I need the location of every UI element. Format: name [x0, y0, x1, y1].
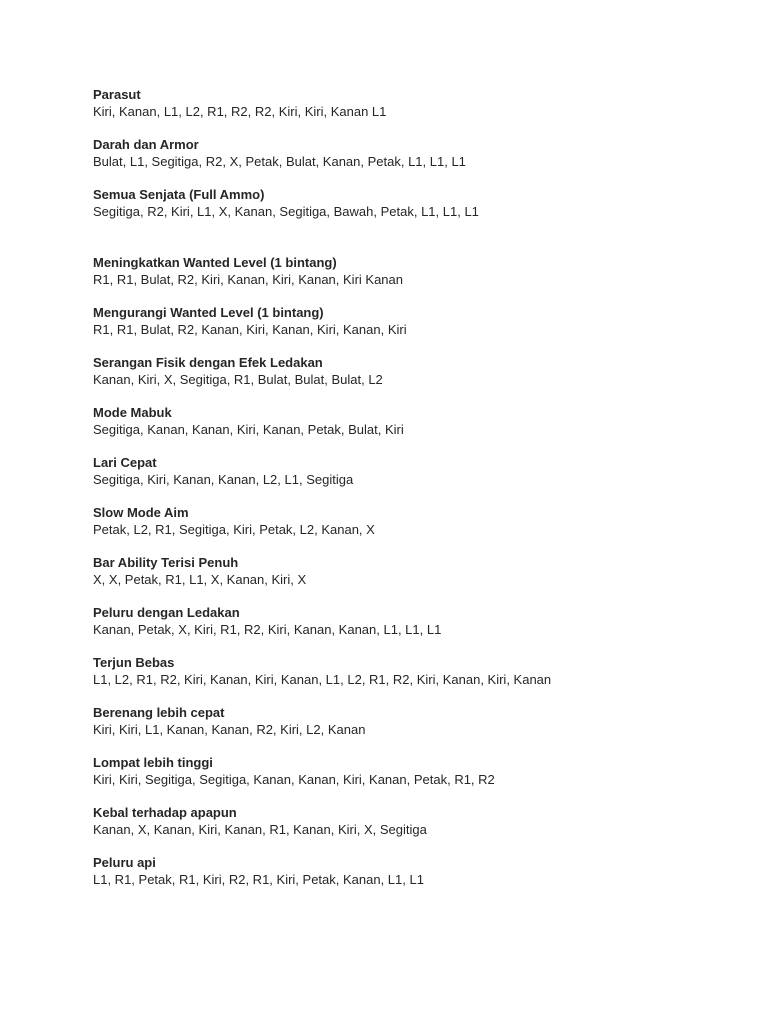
cheat-title: Peluru api — [93, 855, 156, 870]
cheat-title: Lari Cepat — [93, 455, 157, 470]
cheat-title: Kebal terhadap apapun — [93, 805, 237, 820]
cheat-title: Berenang lebih cepat — [93, 705, 225, 720]
cheat-code: Kiri, Kiri, Segitiga, Segitiga, Kanan, Kanan, Kiri, Kanan, Petak, R1, R2 — [93, 772, 495, 787]
cheat-code: X, X, Petak, R1, L1, X, Kanan, Kiri, X — [93, 572, 307, 587]
cheat-title: Lompat lebih tinggi — [93, 755, 213, 770]
cheat-entry — [93, 304, 733, 338]
cheat-code: Kiri, Kiri, L1, Kanan, Kanan, R2, Kiri, L2, Kanan — [93, 722, 366, 737]
document-body — [93, 86, 733, 904]
cheat-entry — [93, 504, 733, 538]
cheat-code: Segitiga, Kanan, Kanan, Kiri, Kanan, Petak, Bulat, Kiri — [93, 422, 404, 437]
cheat-entry — [93, 704, 733, 738]
cheat-entry — [93, 254, 733, 288]
cheat-code: Segitiga, Kiri, Kanan, Kanan, L2, L1, Segitiga — [93, 472, 354, 487]
cheat-title: Bar Ability Terisi Penuh — [93, 555, 239, 570]
cheat-code: R1, R1, Bulat, R2, Kanan, Kiri, Kanan, Kiri, Kanan, Kiri — [93, 322, 407, 337]
cheat-code: L1, R1, Petak, R1, Kiri, R2, R1, Kiri, Petak, Kanan, L1, L1 — [93, 872, 424, 887]
cheat-entry — [93, 804, 733, 838]
cheat-code: R1, R1, Bulat, R2, Kiri, Kanan, Kiri, Kanan, Kiri Kanan — [93, 272, 403, 287]
cheat-title: Darah dan Armor — [93, 137, 199, 152]
cheat-title: Parasut — [93, 87, 141, 102]
cheat-entry — [93, 186, 733, 220]
cheat-entry — [93, 404, 733, 438]
cheat-code: Petak, L2, R1, Segitiga, Kiri, Petak, L2, Kanan, X — [93, 522, 375, 537]
cheat-entry — [93, 604, 733, 638]
cheat-entry — [93, 136, 733, 170]
cheat-title: Slow Mode Aim — [93, 505, 189, 520]
cheat-entry — [93, 854, 733, 888]
cheat-title: Semua Senjata (Full Ammo) — [93, 187, 265, 202]
cheat-entry — [93, 654, 733, 688]
cheat-code: Kanan, Petak, X, Kiri, R1, R2, Kiri, Kanan, Kanan, L1, L1, L1 — [93, 622, 442, 637]
cheat-code: Segitiga, R2, Kiri, L1, X, Kanan, Segitiga, Bawah, Petak, L1, L1, L1 — [93, 204, 479, 219]
cheat-title: Terjun Bebas — [93, 655, 175, 670]
cheat-title: Serangan Fisik dengan Efek Ledakan — [93, 355, 323, 370]
cheat-code: L1, L2, R1, R2, Kiri, Kanan, Kiri, Kanan, L1, L2, R1, R2, Kiri, Kanan, Kiri, Kanan — [93, 672, 552, 687]
cheat-code: Kanan, X, Kanan, Kiri, Kanan, R1, Kanan, Kiri, X, Segitiga — [93, 822, 427, 837]
cheat-entry — [93, 354, 733, 388]
cheat-title: Mengurangi Wanted Level (1 bintang) — [93, 305, 324, 320]
cheat-title: Mode Mabuk — [93, 405, 172, 420]
cheat-code: Kanan, Kiri, X, Segitiga, R1, Bulat, Bulat, Bulat, L2 — [93, 372, 383, 387]
cheat-title: Peluru dengan Ledakan — [93, 605, 240, 620]
cheat-entry — [93, 754, 733, 788]
cheat-entry — [93, 554, 733, 588]
cheat-title: Meningkatkan Wanted Level (1 bintang) — [93, 255, 337, 270]
cheat-entry — [93, 454, 733, 488]
cheat-entry — [93, 86, 733, 120]
cheat-code: Bulat, L1, Segitiga, R2, X, Petak, Bulat, Kanan, Petak, L1, L1, L1 — [93, 154, 466, 169]
cheat-code: Kiri, Kanan, L1, L2, R1, R2, R2, Kiri, Kiri, Kanan L1 — [93, 104, 387, 119]
